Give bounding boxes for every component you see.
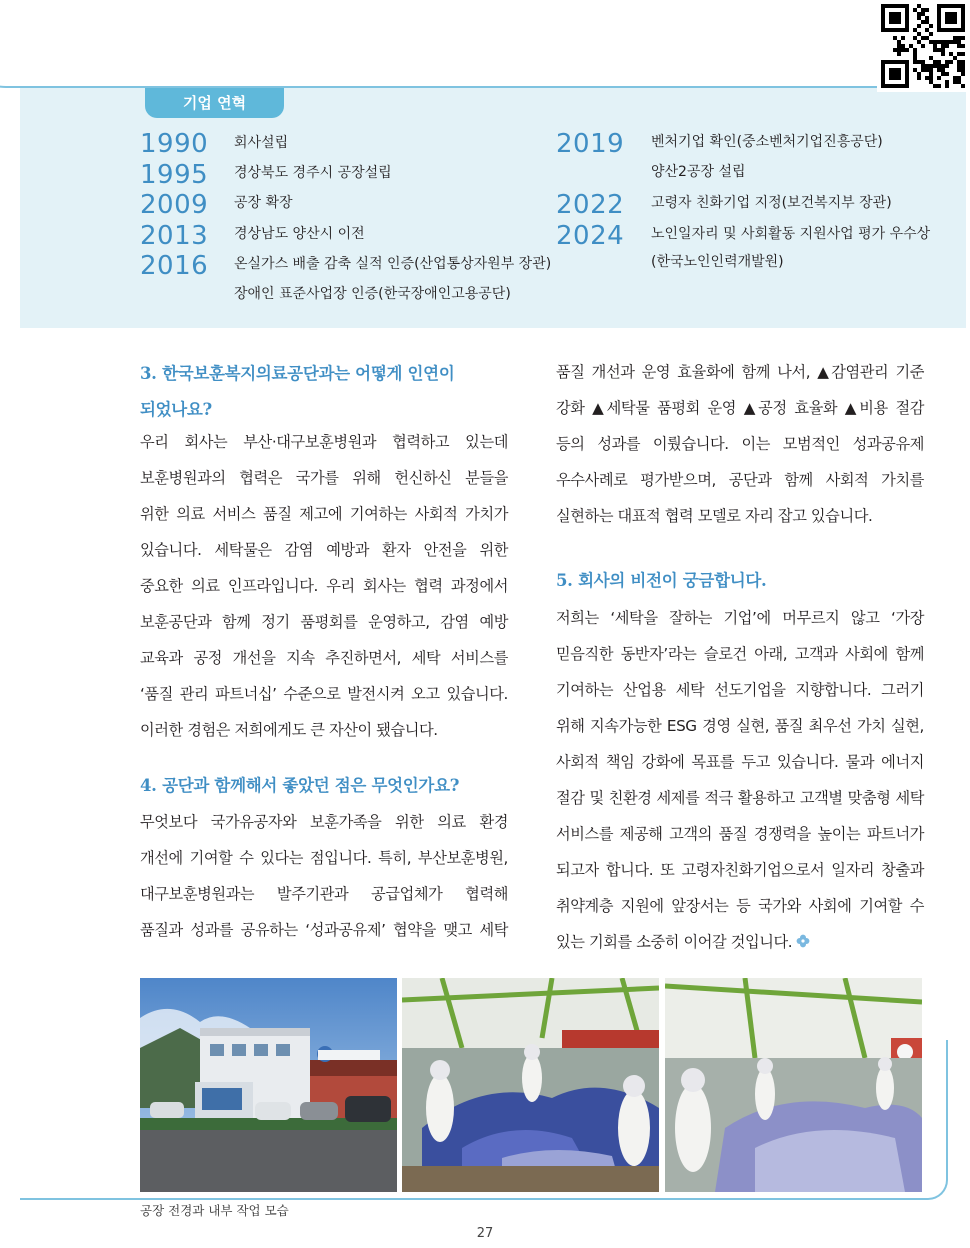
question-5-heading: 5. 회사의 비전이 궁금합니다. <box>556 571 767 590</box>
question-3-heading: 3. 한국보훈복지의료공단과는 어떻게 인연이 되었나요? <box>140 364 455 419</box>
history-year: 1990 <box>140 129 209 159</box>
answer-4-part-2: 품질 개선과 운영 효율화에 함께 나서, ▲감염관리 기준 강화 ▲세탁물 품평회 운영 ▲공정 효율화 ▲비용 절감 등의 성과를 이뤘습니다. 이는 모범적인 성과공유제 우수사례로 평가받으며, 공단과 함께 사회적 가치를 실현하는 대표적 협력 모델로 자리 잡고 있습니다. <box>556 363 924 525</box>
factory-interior-photo-1 <box>402 978 659 1192</box>
history-event: 온실가스 배출 감축 실적 인증(산업통상자원부 장관) <box>234 256 552 272</box>
qr-code-icon[interactable] <box>877 0 969 92</box>
page-frame-top <box>0 0 963 88</box>
history-year: 2019 <box>556 129 625 159</box>
history-year: 2024 <box>556 221 625 251</box>
history-event: 양산2공장 설립 <box>651 164 746 180</box>
flower-icon <box>796 934 810 948</box>
history-title: 기업 연혁 <box>145 88 284 118</box>
answer-3: 우리 회사는 부산·대구보훈병원과 협력하고 있는데 보훈병원과의 협력은 국가를 위해 헌신하신 분들을 위한 의료 서비스 품질 제고에 기여하는 사회적 가치가 있습니다. 세탁물은 감염 예방과 환자 안전을 위한 중요한 의료 인프라입니다. 우리 회사는 협력 과정에서 보훈공단과 함께 정기 품평회를 운영하고, 감염 예방 교육과 공정 개선을 지속 추진하면서, 세탁 서비스를 ‘품질 관리 파트너십’ 수준으로 발전시켜 오고 있습니다. 이러한 경험은 저희에게도 큰 자산이 됐습니다. <box>140 433 509 739</box>
history-year: 2016 <box>140 251 209 281</box>
history-event: (한국노인인력개발원) <box>651 254 784 270</box>
history-event: 장애인 표준사업장 인증(한국장애인고용공단) <box>234 286 511 302</box>
history-event: 경상남도 양산시 이전 <box>234 226 365 242</box>
history-event: 회사설립 <box>234 135 289 151</box>
answer-5: 저희는 ‘세탁을 잘하는 기업’에 머무르지 않고 ‘가장 믿음직한 동반자’라는 슬로건 아래, 고객과 사회에 함께 기여하는 산업용 세탁 선도기업을 지향합니다. 그러기 위해 지속가능한 ESG 경영 실현, 품질 최우선 가치 실현, 사회적 책임 강화에 목표를 두고 있습니다. 물과 에너지 절감 및 친환경 세제를 적극 활용하고 고객별 맞춤형 세탁 서비스를 제공해 고객의 품질 경쟁력을 높이는 파트너가 되고자 합니다. 또 고령자친화기업으로서 일자리 창출과 취약계층 지원에 앞장서는 등 국가와 사회에 기여할 수 있는 기회를 소중히 이어갈 것입니다. <box>556 609 924 951</box>
history-event: 공장 확장 <box>234 195 293 211</box>
history-event: 벤처기업 확인(중소벤처기업진흥공단) <box>651 134 883 150</box>
history-event: 노인일자리 및 사회활동 지원사업 평가 우수상 <box>651 226 931 242</box>
history-event: 경상북도 경주시 공장설립 <box>234 165 392 181</box>
factory-exterior-photo <box>140 978 397 1192</box>
factory-interior-photo-2 <box>665 978 922 1192</box>
history-year: 2009 <box>140 190 209 220</box>
history-year: 2013 <box>140 221 209 251</box>
photo-caption: 공장 전경과 내부 작업 모습 <box>140 1203 289 1218</box>
history-year: 2022 <box>556 190 625 220</box>
history-year: 1995 <box>140 160 209 190</box>
page-number: 27 <box>476 1226 494 1241</box>
question-4-heading: 4. 공단과 함께해서 좋았던 점은 무엇인가요? <box>140 776 460 795</box>
history-event: 고령자 친화기업 지정(보건복지부 장관) <box>651 195 892 211</box>
answer-4-part-1: 무엇보다 국가유공자와 보훈가족을 위한 의료 환경 개선에 기여할 수 있다는 점입니다. 특히, 부산보훈병원, 대구보훈병원과는 발주기관과 공급업체가 협력해 품질과 성과를 공유하는 ‘성과공유제’ 협약을 맺고 세탁 <box>140 813 508 939</box>
